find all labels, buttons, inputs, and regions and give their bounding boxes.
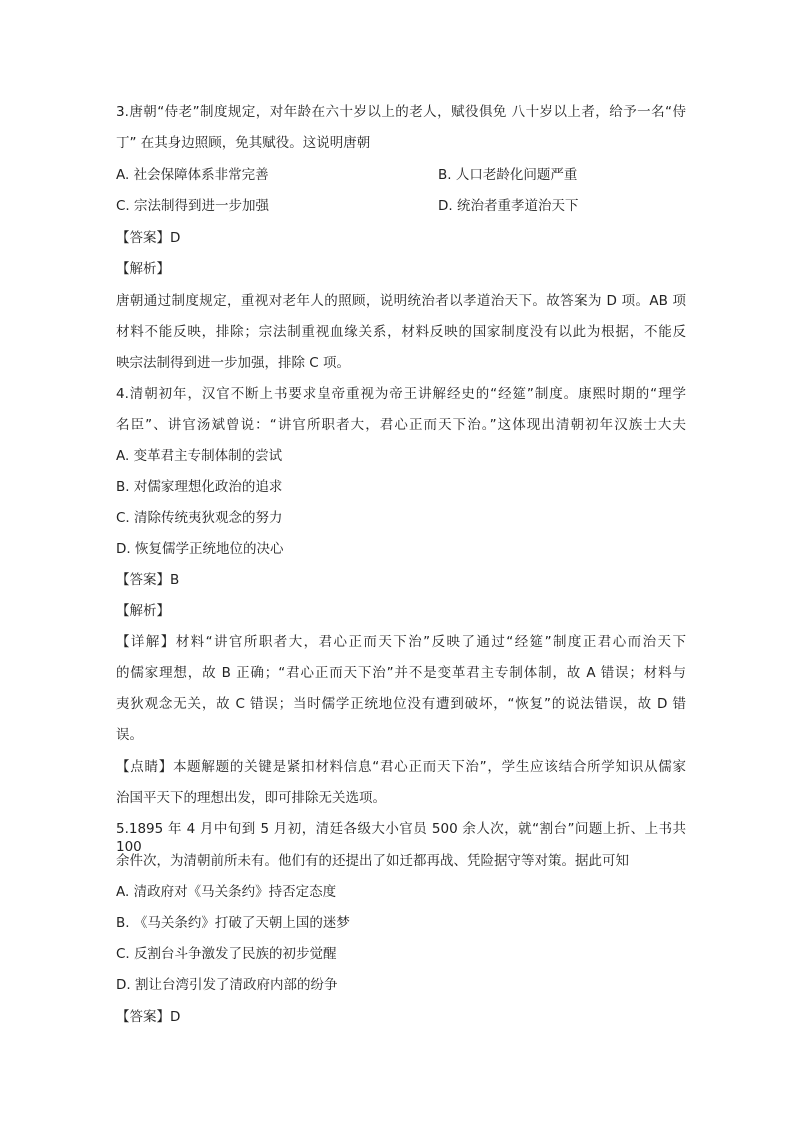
q4-detail-line-2: 的儒家理想，故 B 正确；“君心正而天下治”并不是变革君主专制体制，故 A 错误；材料与 <box>116 665 686 681</box>
q5-stem-line-1: 5.1895 年 4 月中旬到 5 月初，清廷各级大小官员 500 余人次，就“割台”问题上折、上书共 100 <box>116 821 686 855</box>
q3-option-a: A. 社会保障体系非常完善 <box>116 167 269 183</box>
q4-comment-line-1: 【点睛】本题解题的关键是紧扣材料信息“君心正而天下治”，学生应该结合所学知识从儒家 <box>116 759 686 775</box>
q3-option-d: D. 统治者重孝道治天下 <box>438 198 579 214</box>
q4-option-d: D. 恢复儒学正统地位的决心 <box>116 541 284 557</box>
q4-comment-line-2: 治国平天下的理想出发，即可排除无关选项。 <box>116 790 386 806</box>
q3-analysis-line-1: 唐朝通过制度规定，重视对老年人的照顾，说明统治者以孝道治天下。故答案为 D 项。AB 项 <box>116 293 686 309</box>
q5-option-b: B. 《马关条约》打破了天朝上国的迷梦 <box>116 915 350 931</box>
q4-stem-line-2: 名臣”、讲官汤斌曾说：“讲官所职者大，君心正而天下治。”这体现出清朝初年汉族士大夫 <box>116 417 686 433</box>
q3-stem-line-1: 3.唐朝“侍老”制度规定，对年龄在六十岁以上的老人，赋役俱免 八十岁以上者，给予一名“侍 <box>116 104 686 120</box>
q4-analysis-label: 【解析】 <box>116 603 170 619</box>
q5-stem-line-2: 余件次，为清朝前所未有。他们有的还提出了如迁都再战、凭险据守等对策。据此可知 <box>116 853 629 869</box>
q3-analysis-line-2: 材料不能反映，排除；宗法制重视血缘关系，材料反映的国家制度没有以此为根据，不能反 <box>116 324 686 340</box>
q4-option-c: C. 清除传统夷狄观念的努力 <box>116 510 283 526</box>
q3-option-c: C. 宗法制得到进一步加强 <box>116 198 270 214</box>
q4-stem-line-1: 4.清朝初年，汉官不断上书要求皇帝重视为帝王讲解经史的“经筵”制度。康熙时期的“理学 <box>116 386 686 402</box>
q4-detail-line-1: 【详解】材料“讲官所职者大，君心正而天下治”反映了通过“经筵”制度正君心而治天下 <box>116 634 686 650</box>
q3-option-b: B. 人口老龄化问题严重 <box>438 167 578 183</box>
q4-detail-line-3: 夷狄观念无关，故 C 错误；当时儒学正统地位没有遭到破坏，“恢复”的说法错误，故 D 错 <box>116 696 686 712</box>
q3-analysis-label: 【解析】 <box>116 261 170 277</box>
q4-option-b: B. 对儒家理想化政治的追求 <box>116 479 283 495</box>
q3-analysis-line-3: 映宗法制得到进一步加强，排除 C 项。 <box>116 355 351 371</box>
q5-option-c: C. 反割台斗争激发了民族的初步觉醒 <box>116 946 337 962</box>
q5-option-d: D. 割让台湾引发了清政府内部的纷争 <box>116 977 338 993</box>
q3-stem-line-2: 丁” 在其身边照顾，免其赋役。这说明唐朝 <box>116 135 371 151</box>
q5-answer: 【答案】D <box>116 1009 181 1025</box>
q4-detail-line-4: 误。 <box>116 727 143 743</box>
q3-answer: 【答案】D <box>116 230 181 246</box>
q4-answer: 【答案】B <box>116 572 180 588</box>
q4-option-a: A. 变革君主专制体制的尝试 <box>116 448 283 464</box>
q5-option-a: A. 清政府对《马关条约》持否定态度 <box>116 884 337 900</box>
